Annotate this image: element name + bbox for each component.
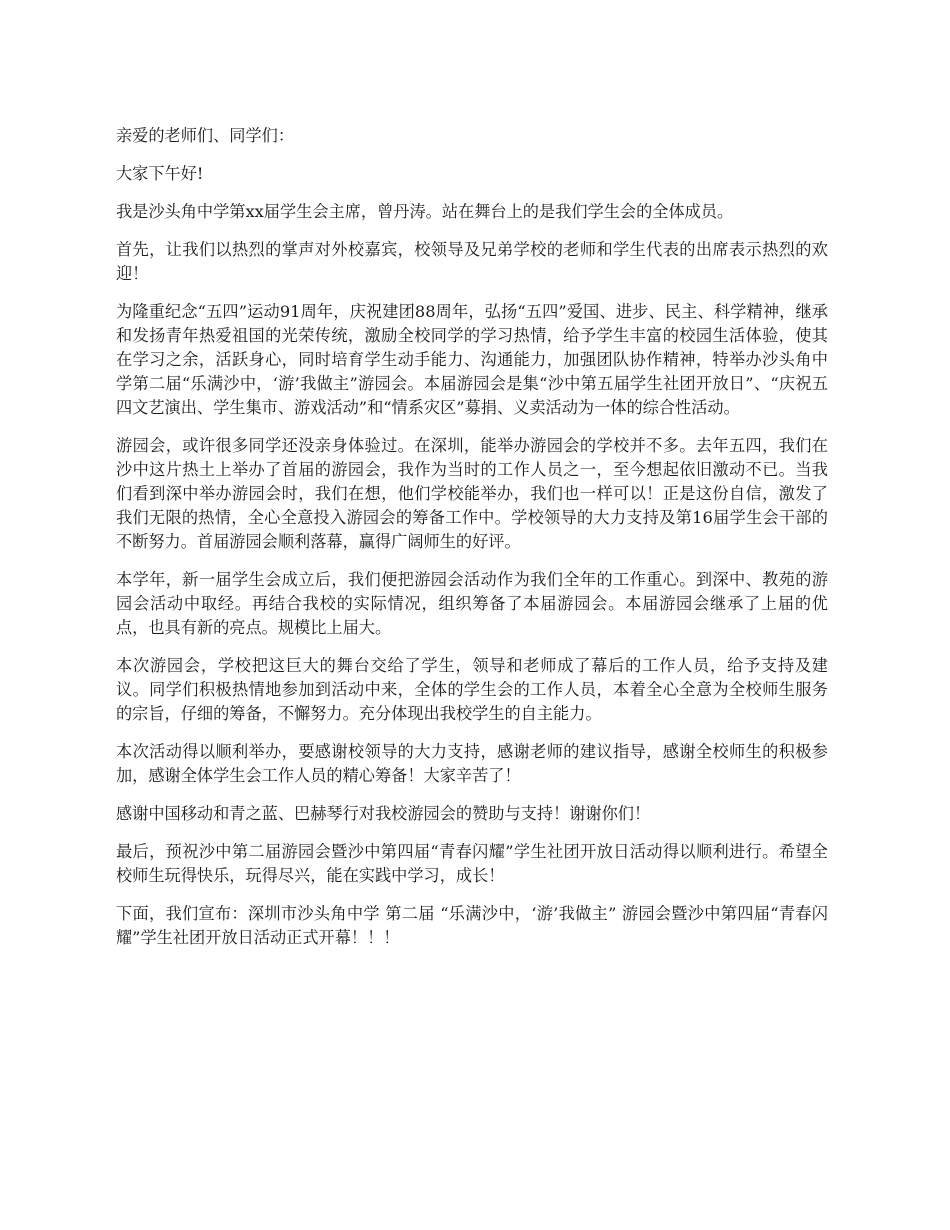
wishes-paragraph: 最后，预祝沙中第二届游园会暨沙中第四届“青春闪耀”学生社团开放日活动得以顺利进行。希望全校师生玩得快乐，玩得尽兴，能在实践中学习，成长！	[116, 842, 828, 885]
self-introduction: 我是沙头角中学第xx届学生会主席，曾丹涛。站在舞台上的是我们学生会的全体成员。	[116, 202, 734, 221]
history-paragraph: 游园会，或许很多同学还没亲身体验过。在深圳，能举办游园会的学校并不多。去年五四，我们在沙中这片热土上举办了首届的游园会，我作为当时的工作人员之一，至今想起依旧激动不已。当我们看到深中举办游园会时，我们在想，他们学校能举办，我们也一样可以！正是这份自信，激发了我们无限的热情，全心全意投入游园会的筹备工作中。学校领导的大力支持及第16届学生会干部的不断努力。首届游园会顺利落幕，赢得广阔师生的好评。	[116, 436, 828, 551]
salutation: 亲爱的老师们、同学们：	[116, 126, 295, 145]
greeting: 大家下午好!	[116, 164, 204, 183]
organization-paragraph: 本次游园会，学校把这巨大的舞台交给了学生，领导和老师成了幕后的工作人员，给予支持及建议。同学们积极热情地参加到活动中来，全体的学生会的工作人员，本着全心全意为全校师生服务的宗旨，仔细的筹备，不懈努力。充分体现出我校学生的自主能力。	[116, 656, 828, 723]
opening-announcement: 下面，我们宣布：深圳市沙头角中学 第二届 “乐满沙中，‘游’我做主” 游园会暨沙中第四届“青春闪耀”学生社团开放日活动正式开幕！！！	[116, 904, 828, 947]
speech-body	[116, 124, 828, 964]
preparation-paragraph: 本学年，新一届学生会成立后，我们便把游园会活动作为我们全年的工作重心。到深中、教苑的游园会活动中取经。再结合我校的实际情况，组织筹备了本届游园会。本届游园会继承了上届的优点，也具有新的亮点。规模比上届大。	[116, 570, 828, 637]
welcome-paragraph: 首先，让我们以热烈的掌声对外校嘉宾，校领导及兄弟学校的老师和学生代表的出席表示热烈的欢迎！	[116, 240, 828, 283]
sponsor-thanks-paragraph: 感谢中国移动和青之蓝、巴赫琴行对我校游园会的赞助与支持！谢谢你们！	[116, 804, 651, 823]
thanks-paragraph: 本次活动得以顺利举办，要感谢校领导的大力支持，感谢老师的建议指导，感谢全校师生的积极参加，感谢全体学生会工作人员的精心筹备！大家辛苦了！	[116, 742, 828, 785]
purpose-paragraph: 为隆重纪念“五四”运动91周年，庆祝建团88周年，弘扬“五四”爱国、进步、民主、科学精神，继承和发扬青年热爱祖国的光荣传统，激励全校同学的学习热情，给予学生丰富的校园生活体验，使其在学习之余，活跃身心，同时培育学生动手能力、沟通能力，加强团队协作精神，特举办沙头角中学第二届“乐满沙中，‘游’我做主”游园会。本届游园会是集“沙中第五届学生社团开放日”、“庆祝五四文艺演出、学生集市、游戏活动”和“情系灾区”募捐、义卖活动为一体的综合性活动。	[116, 302, 828, 417]
